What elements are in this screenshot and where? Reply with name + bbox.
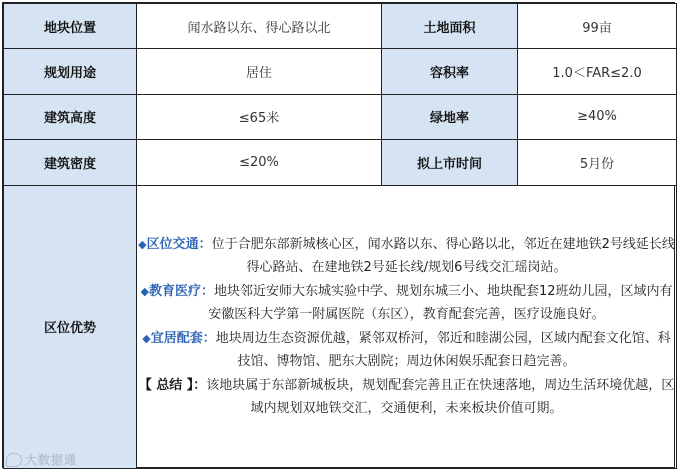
diamond-bullet-icon: ◆ (142, 331, 151, 345)
diamond-bullet-icon: ◆ (140, 284, 149, 298)
living-paragraph (137, 327, 676, 374)
planned-use-label: 规划用途 (4, 49, 137, 94)
watermark-text: 大数据通 (25, 453, 78, 467)
education-heading: 教育医疗： (148, 283, 214, 299)
living-heading: 宜居配套： (150, 330, 216, 346)
traffic-text: 位于合肥东部新城核心区，闻水路以东、得心路以北，邻近在建地铁2号线延长线得心路站、在建地铁2号延长线/规划6号线交汇瑶岗站。 (211, 236, 675, 276)
listing-time-label: 拟上市时间 (382, 140, 518, 185)
building-density-value: ≤20% (137, 140, 382, 185)
land-info-table (3, 3, 677, 469)
building-height-label: 建筑高度 (4, 94, 137, 139)
summary-text: 该地块属于东部新城板块，规划配套完善且正在快速落地，周边生活环境优越，区域内规划双地铁交汇，交通便利，未来板块价值可期。 (206, 377, 675, 417)
location-label: 地块位置 (4, 4, 137, 49)
summary-heading: 【 总结 】： (138, 377, 207, 393)
speech-bubble-logo-icon (6, 453, 22, 467)
table-row (4, 4, 677, 49)
advantage-label: 区位优势 (4, 185, 137, 469)
diamond-bullet-icon: ◆ (138, 237, 147, 251)
land-area-value: 99亩 (518, 4, 677, 49)
building-height-value: ≤65米 (137, 94, 382, 139)
education-paragraph (137, 280, 676, 327)
green-ratio-label: 绿地率 (382, 94, 518, 139)
listing-time-value: 5月份 (518, 140, 677, 185)
location-value: 闻水路以东、得心路以北 (137, 4, 382, 49)
building-density-label: 建筑密度 (4, 140, 137, 185)
table-row (4, 49, 677, 94)
land-info-table-frame (2, 2, 675, 468)
table-row (4, 94, 677, 139)
land-area-label: 土地面积 (382, 4, 518, 49)
traffic-heading: 区位交通： (146, 236, 212, 252)
education-text: 地块邻近安师大东城实验中学、规划东城三小、地块配套12班幼儿园，区域内有安徽医科大学第一附属医院（东区），教育配套完善，医疗设施良好。 (208, 283, 673, 323)
plot-ratio-value: 1.0＜FAR≤2.0 (518, 49, 677, 94)
table-row (4, 185, 677, 469)
table-row (4, 140, 677, 185)
plot-ratio-label: 容积率 (382, 49, 518, 94)
living-text: 地块周边生态资源优越，紧邻双桥河，邻近和睦湖公园，区域内配套文化馆、科技馆、博物馆、肥东大剧院；周边休闲娱乐配套日趋完善。 (215, 330, 671, 370)
watermark (6, 451, 77, 468)
summary-paragraph (137, 374, 676, 421)
planned-use-value: 居住 (137, 49, 382, 94)
advantage-description (137, 185, 677, 469)
traffic-paragraph (137, 233, 676, 280)
green-ratio-value: ≥40% (518, 94, 677, 139)
